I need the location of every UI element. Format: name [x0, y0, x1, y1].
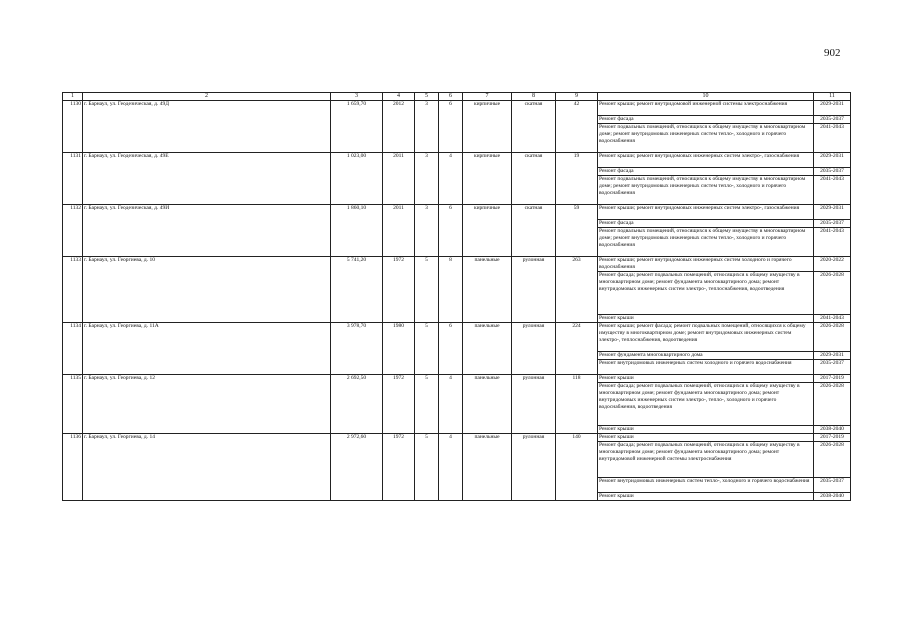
repair-period: 2035-2037 — [814, 168, 851, 176]
record-floors: 3 — [415, 205, 439, 257]
record-wall-material: панельные — [463, 257, 512, 323]
record-residents: 42 — [556, 101, 598, 153]
column-number: 3 — [331, 93, 383, 101]
record-area: 2 692,50 — [331, 375, 383, 434]
record-row — [63, 375, 851, 383]
record-wall-material: кирпичные — [463, 205, 512, 257]
record-row — [63, 434, 851, 442]
record-number: 1130 — [63, 101, 83, 153]
record-address: г. Барнаул, ул. Георгиева, д. 11А — [83, 323, 331, 375]
repair-period: 2026-2028 — [814, 442, 851, 478]
record-entrances: 6 — [439, 205, 463, 257]
repair-work-description: Ремонт крыши; ремонт внутридомовых инженерных систем электро-, газоснабжения — [598, 153, 814, 168]
record-roof-type: рулонная — [512, 375, 556, 434]
record-residents: 224 — [556, 323, 598, 375]
record-roof-type: рулонная — [512, 434, 556, 501]
record-roof-type: рулонная — [512, 323, 556, 375]
repair-work-description: Ремонт фундамента многоквартирного дома — [598, 352, 814, 360]
record-floors: 5 — [415, 257, 439, 323]
repair-period: 2035-2037 — [814, 478, 851, 493]
record-entrances: 4 — [439, 153, 463, 205]
record-floors: 5 — [415, 323, 439, 375]
record-area: 3 978,70 — [331, 323, 383, 375]
record-residents: 263 — [556, 257, 598, 323]
repair-work-description: Ремонт крыши — [598, 426, 814, 434]
record-address: г. Барнаул, ул. Геодезическая, д. 49Д — [83, 101, 331, 153]
column-number: 5 — [415, 93, 439, 101]
repair-work-description: Ремонт крыши — [598, 434, 814, 442]
repair-work-description: Ремонт крыши — [598, 375, 814, 383]
repair-period: 2029-2031 — [814, 205, 851, 220]
record-entrances: 4 — [439, 375, 463, 434]
record-floors: 3 — [415, 153, 439, 205]
record-year: 1972 — [383, 434, 415, 501]
record-year: 1972 — [383, 257, 415, 323]
repair-work-description: Ремонт подвальных помещений, относящихся к общему имуществу в многоквартирном доме; ремонт внутридомовых инженерных систем тепло-, холодного и горячего водоснабжения — [598, 124, 814, 153]
column-number: 7 — [463, 93, 512, 101]
record-address: г. Барнаул, ул. Георгиева, д. 10 — [83, 257, 331, 323]
repair-period: 2026-2028 — [814, 323, 851, 352]
column-number: 4 — [383, 93, 415, 101]
record-address: г. Барнаул, ул. Геодезическая, д. 49И — [83, 205, 331, 257]
record-residents: 118 — [556, 375, 598, 434]
repair-work-description: Ремонт фасада — [598, 116, 814, 124]
record-wall-material: кирпичные — [463, 101, 512, 153]
repair-period: 2041-2043 — [814, 315, 851, 323]
record-area: 1 860,10 — [331, 205, 383, 257]
repair-work-description: Ремонт фасада — [598, 220, 814, 228]
record-roof-type: скатная — [512, 101, 556, 153]
repair-period: 2038-2040 — [814, 493, 851, 501]
record-roof-type: скатная — [512, 205, 556, 257]
record-row — [63, 257, 851, 272]
repair-period: 2041-2043 — [814, 228, 851, 257]
repair-work-description: Ремонт фасада — [598, 168, 814, 176]
record-wall-material: панельные — [463, 323, 512, 375]
record-year: 2012 — [383, 101, 415, 153]
repair-period: 2026-2028 — [814, 272, 851, 315]
page-number: 902 — [824, 47, 841, 59]
repair-period: 2026-2028 — [814, 383, 851, 426]
record-entrances: 6 — [439, 323, 463, 375]
record-row — [63, 205, 851, 220]
repair-period: 2017-2019 — [814, 434, 851, 442]
column-number: 10 — [598, 93, 814, 101]
repair-work-description: Ремонт фасада; ремонт подвальных помещений, относящихся к общему имуществу в многоквартирном доме; ремонт фундамента многоквартирного дома; ремонт внутридомовой инженерной системы электроснабжения — [598, 442, 814, 478]
record-floors: 5 — [415, 434, 439, 501]
housing-register-table — [62, 92, 851, 501]
column-number: 11 — [814, 93, 851, 101]
repair-period: 2029-2031 — [814, 153, 851, 168]
record-number: 1131 — [63, 153, 83, 205]
repair-period: 2035-2037 — [814, 116, 851, 124]
record-address: г. Барнаул, ул. Георгиева, д. 14 — [83, 434, 331, 501]
repair-period: 2041-2043 — [814, 124, 851, 153]
record-row — [63, 323, 851, 352]
record-area: 1 023,00 — [331, 153, 383, 205]
repair-work-description: Ремонт фасада; ремонт подвальных помещений, относящихся к общему имуществу в многоквартирном доме; ремонт фундамента многоквартирного дома; ремонт внутридомовых инженерных систем электро-, теплоснабжения, водоотведения — [598, 272, 814, 315]
record-floors: 5 — [415, 375, 439, 434]
record-residents: 140 — [556, 434, 598, 501]
repair-period: 2017-2019 — [814, 375, 851, 383]
repair-period: 2029-2031 — [814, 101, 851, 116]
record-row — [63, 153, 851, 168]
repair-work-description: Ремонт крыши — [598, 315, 814, 323]
record-wall-material: кирпичные — [463, 153, 512, 205]
record-address: г. Барнаул, ул. Геодезическая, д. 49Е — [83, 153, 331, 205]
repair-period: 2035-2037 — [814, 360, 851, 375]
column-number: 2 — [83, 93, 331, 101]
repair-work-description: Ремонт фасада; ремонт подвальных помещений, относящихся к общему имуществу в многоквартирном доме; ремонт фундамента многоквартирного дома; ремонт внутридомовых инженерных систем электро-, тепло-, холодного и горячего водоснабжения, водоотведения — [598, 383, 814, 426]
column-number: 1 — [63, 93, 83, 101]
record-number: 1135 — [63, 375, 83, 434]
column-number: 6 — [439, 93, 463, 101]
record-residents: 19 — [556, 153, 598, 205]
repair-work-description: Ремонт внутридомовых инженерных систем тепло-, холодного и горячего водоснабжения — [598, 478, 814, 493]
record-entrances: 6 — [439, 101, 463, 153]
record-floors: 3 — [415, 101, 439, 153]
repair-period: 2020-2022 — [814, 257, 851, 272]
record-year: 1980 — [383, 323, 415, 375]
record-wall-material: панельные — [463, 434, 512, 501]
record-wall-material: панельные — [463, 375, 512, 434]
repair-period: 2041-2043 — [814, 176, 851, 205]
record-area: 5 741,20 — [331, 257, 383, 323]
record-number: 1136 — [63, 434, 83, 501]
record-roof-type: рулонная — [512, 257, 556, 323]
record-number: 1133 — [63, 257, 83, 323]
record-year: 1972 — [383, 375, 415, 434]
record-number: 1134 — [63, 323, 83, 375]
repair-period: 2035-2037 — [814, 220, 851, 228]
record-residents: 59 — [556, 205, 598, 257]
record-address: г. Барнаул, ул. Георгиева, д. 12 — [83, 375, 331, 434]
record-year: 2011 — [383, 153, 415, 205]
record-row — [63, 101, 851, 116]
column-number: 8 — [512, 93, 556, 101]
repair-work-description: Ремонт подвальных помещений, относящихся к общему имуществу в многоквартирном доме; ремонт внутридомовых инженерных систем тепло-, холодного и горячего водоснабжения — [598, 228, 814, 257]
record-year: 2011 — [383, 205, 415, 257]
repair-work-description: Ремонт крыши — [598, 493, 814, 501]
repair-period: 2029-2031 — [814, 352, 851, 360]
repair-period: 2038-2040 — [814, 426, 851, 434]
column-number-row — [63, 93, 851, 101]
repair-work-description: Ремонт крыши; ремонт внутридомовой инженерной системы электроснабжения — [598, 101, 814, 116]
record-roof-type: скатная — [512, 153, 556, 205]
repair-work-description: Ремонт подвальных помещений, относящихся к общему имуществу в многоквартирном доме; ремонт внутридомовых инженерных систем тепло-, холодного и горячего водоснабжения — [598, 176, 814, 205]
repair-work-description: Ремонт крыши; ремонт внутридомовых инженерных систем электро-, газоснабжения — [598, 205, 814, 220]
record-number: 1132 — [63, 205, 83, 257]
record-entrances: 8 — [439, 257, 463, 323]
record-area: 1 659,70 — [331, 101, 383, 153]
repair-work-description: Ремонт внутридомовых инженерных систем холодного и горячего водоснабжения — [598, 360, 814, 375]
repair-work-description: Ремонт крыши; ремонт внутридомовых инженерных систем холодного и горячего водоснабжения — [598, 257, 814, 272]
record-area: 2 972,60 — [331, 434, 383, 501]
repair-work-description: Ремонт крыши; ремонт фасада; ремонт подвальных помещений, относящихся к общему имуществу в многоквартирном доме; ремонт внутридомовых инженерных систем электро-, теплоснабжения, водоотведения — [598, 323, 814, 352]
record-entrances: 4 — [439, 434, 463, 501]
column-number: 9 — [556, 93, 598, 101]
